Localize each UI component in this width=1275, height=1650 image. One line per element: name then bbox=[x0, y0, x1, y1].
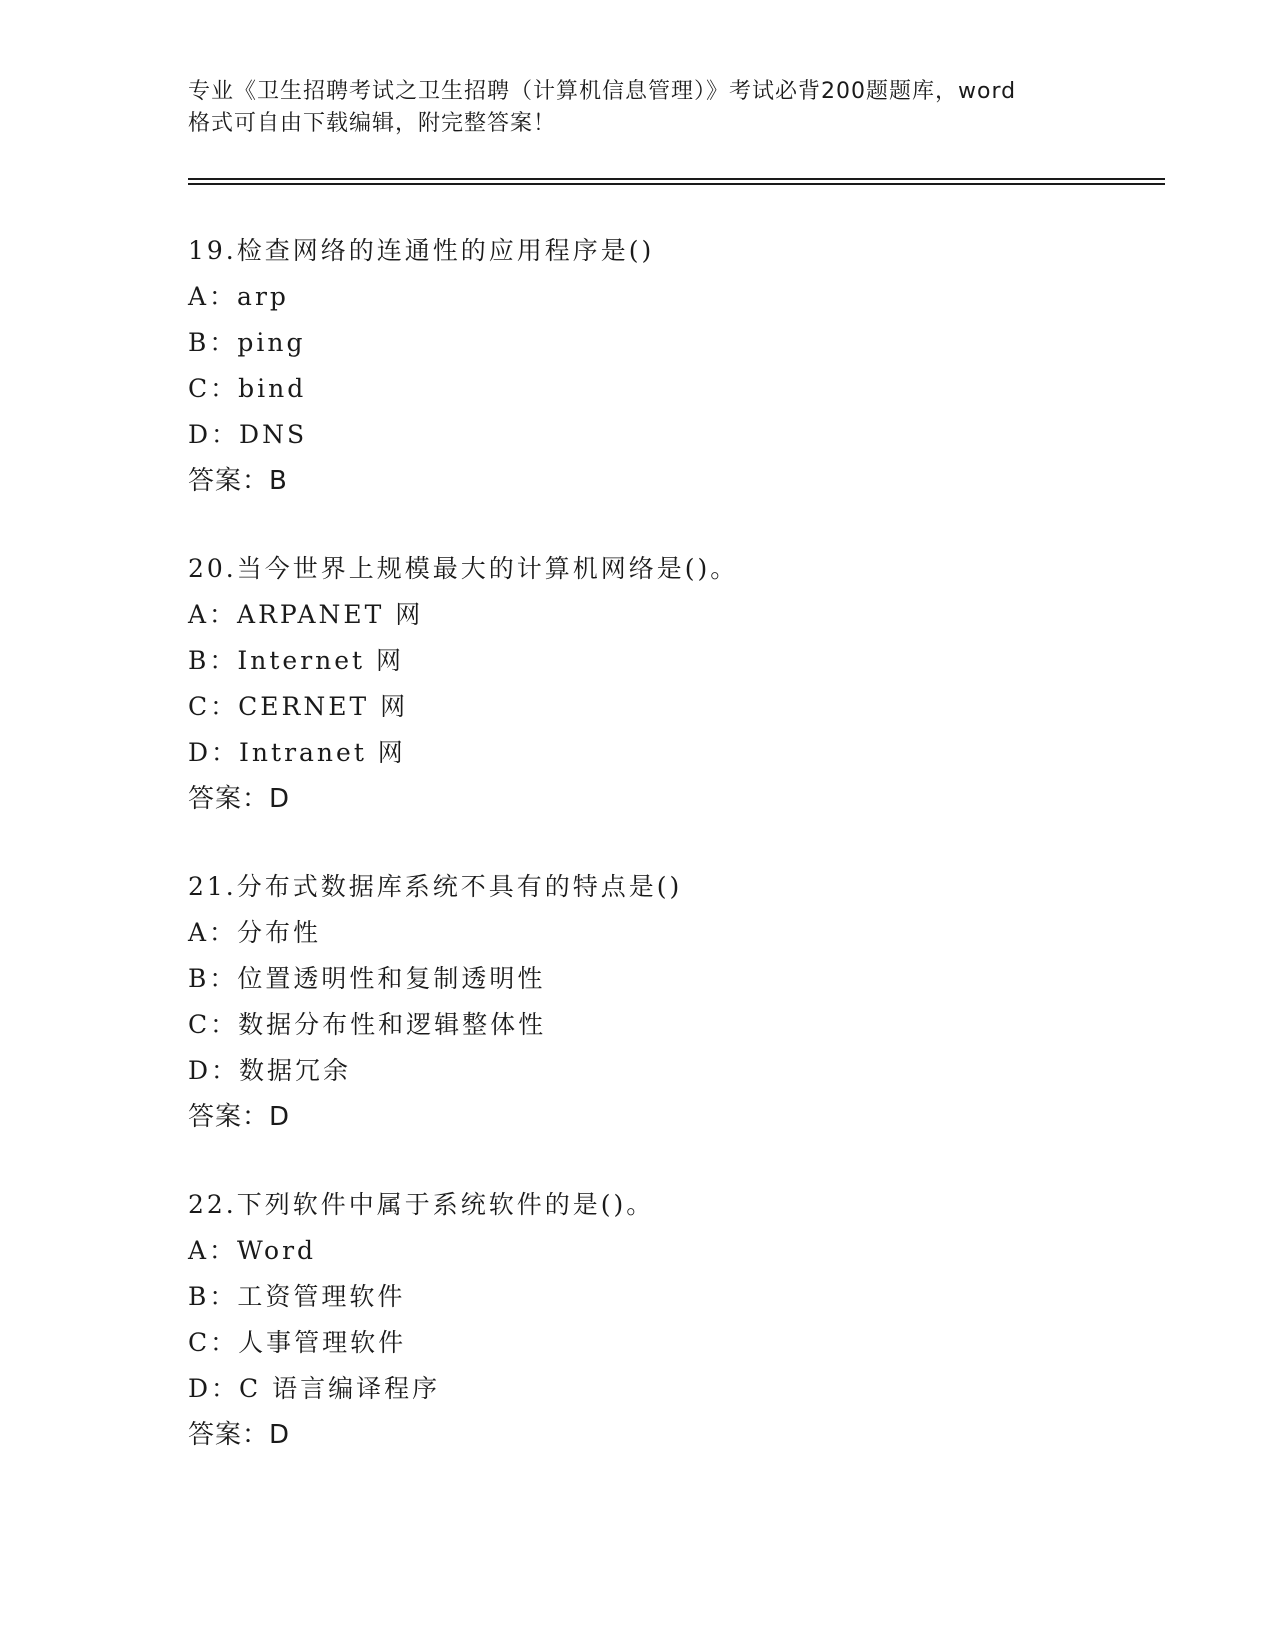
answer-label: 答案：D bbox=[188, 1420, 291, 1450]
option-d: D：数据冗余 bbox=[188, 1056, 352, 1085]
header-title-line-1: 专业《卫生招聘考试之卫生招聘（计算机信息管理）》考试必背200题题库，word bbox=[188, 79, 1017, 104]
answer-label: 答案：D bbox=[188, 784, 291, 814]
option-c: C：CERNET 网 bbox=[188, 692, 409, 721]
option-d: D：C 语言编译程序 bbox=[188, 1374, 441, 1403]
question-block bbox=[188, 864, 1168, 1140]
question-block bbox=[188, 1182, 1168, 1458]
option-d: D：Intranet 网 bbox=[188, 738, 406, 767]
option-c: C：bind bbox=[188, 374, 307, 403]
option-c: C：数据分布性和逻辑整体性 bbox=[188, 1010, 547, 1039]
answer-label: 答案：D bbox=[188, 1102, 291, 1132]
option-a: A：分布性 bbox=[188, 918, 322, 947]
header-divider-bottom bbox=[188, 183, 1165, 185]
header-divider-top bbox=[188, 178, 1165, 180]
option-b: B：Internet 网 bbox=[188, 646, 405, 675]
question-block bbox=[188, 228, 1168, 504]
option-d: D：DNS bbox=[188, 420, 308, 449]
question-stem: 20.当今世界上规模最大的计算机网络是()。 bbox=[188, 554, 739, 583]
option-a: A：Word bbox=[188, 1236, 317, 1265]
question-stem: 21.分布式数据库系统不具有的特点是() bbox=[188, 872, 683, 901]
option-c: C：人事管理软件 bbox=[188, 1328, 407, 1357]
answer-label: 答案：B bbox=[188, 466, 288, 496]
option-b: B：ping bbox=[188, 328, 306, 357]
header-title-line-2: 格式可自由下载编辑，附完整答案！ bbox=[188, 111, 557, 136]
document-header bbox=[188, 76, 1088, 140]
option-a: A：ARPANET 网 bbox=[188, 600, 424, 629]
question-stem: 19.检查网络的连通性的应用程序是() bbox=[188, 236, 655, 265]
question-block bbox=[188, 546, 1168, 822]
option-b: B：工资管理软件 bbox=[188, 1282, 406, 1311]
question-stem: 22.下列软件中属于系统软件的是()。 bbox=[188, 1190, 655, 1219]
option-b: B：位置透明性和复制透明性 bbox=[188, 964, 546, 993]
option-a: A：arp bbox=[188, 282, 289, 311]
